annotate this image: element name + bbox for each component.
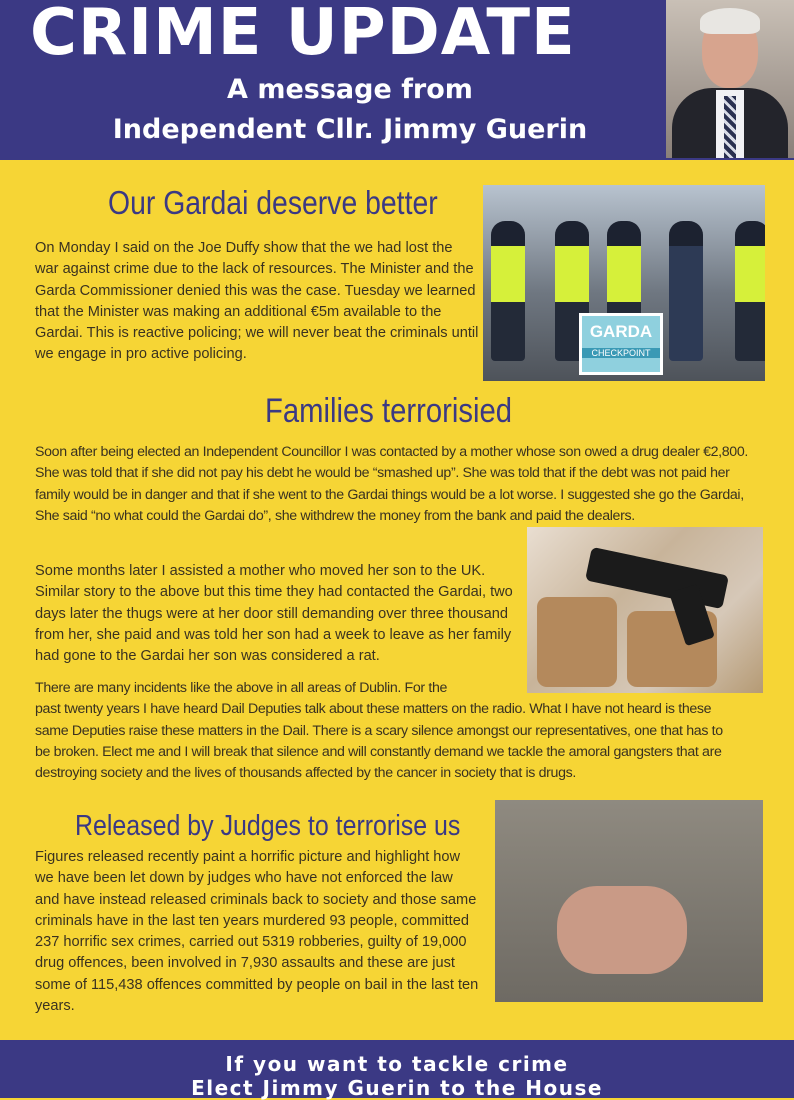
drugs-gun-photo xyxy=(527,527,763,693)
subtitle-line-1: A message from xyxy=(227,74,473,105)
section-heading-families: Families terrorisied xyxy=(265,392,512,430)
paragraph-families-2: Some months later I assisted a mother who moved her son to the UK. Similar story to the above but this time they had contacted the Gardai, two days later the thugs were at her door still demanding over three thousand from her, she paid and was told her son had a week to leave as her family had gone to the Gardai her son was considered a rat. xyxy=(35,563,513,665)
footer-line-1: If you want to tackle crime xyxy=(225,1052,569,1076)
councillor-portrait xyxy=(666,0,794,158)
footer-line-2: Elect Jimmy Guerin to the House xyxy=(191,1076,603,1100)
header-banner xyxy=(0,0,794,160)
paragraph-judges: Figures released recently paint a horrific picture and highlight how we have been let down by judges who have not enforced the law and have instead released criminals back to society and those same criminals have in the last ten years murdered 93 people, committed 237 horrific sex crimes, carried out 5319 robberies, guilty of 19,000 drug offences, been involved in 7,930 assaults and these are just some of 115,438 offences committed by people on bail in the last ten years. xyxy=(35,849,479,1015)
section-heading-gardai: Our Gardai deserve better xyxy=(108,184,438,221)
subtitle-line-2: Independent Cllr. Jimmy Guerin xyxy=(112,114,588,145)
handcuffs-photo xyxy=(495,800,763,1002)
paragraph-gardai: On Monday I said on the Joe Duffy show that the we had lost the war against crime due to the lack of resources. The Minister and the Garda Commissioner denied this was the case. Tuesday we learned that the Minister was making an additional €5m available to the Gardai. This is reactive policing; we will never beat the criminals until we engage in pro active policing. xyxy=(35,240,479,363)
garda-sign: GARDA CHECKPOINT xyxy=(579,313,663,375)
section-heading-judges: Released by Judges to terrorise us xyxy=(75,810,461,842)
page-title: CRIME UPDATE xyxy=(30,0,576,70)
garda-checkpoint-photo xyxy=(483,185,765,381)
paragraph-families-3: There are many incidents like the above in all areas of Dublin. For the past twenty years I have heard Dail Deputies talk about these matters on the radio. What I have not heard is these same Deputies raise these matters in the Dail. There is a scary silence amongst our representatives, one that has to be broken. Elect me and I will break that silence and will constantly demand we tackle the amoral gangsters that are destroying society and the lives of thousands affected by the cancer in society that is drugs. xyxy=(35,680,723,782)
paragraph-families-1: Soon after being elected an Independent Councillor I was contacted by a mother whose son owed a drug dealer €2,800. She was told that if she did not pay his debt he would be “smashed up”. She was told that if the debt was not paid her family would be in danger and that if she went to the Gardai things would be a lot worse. I suggested she go the Gardai, She said “no what could the Gardai do”, she withdrew the money from the bank and paid the dealers. xyxy=(35,444,748,524)
footer-banner xyxy=(0,1040,794,1098)
